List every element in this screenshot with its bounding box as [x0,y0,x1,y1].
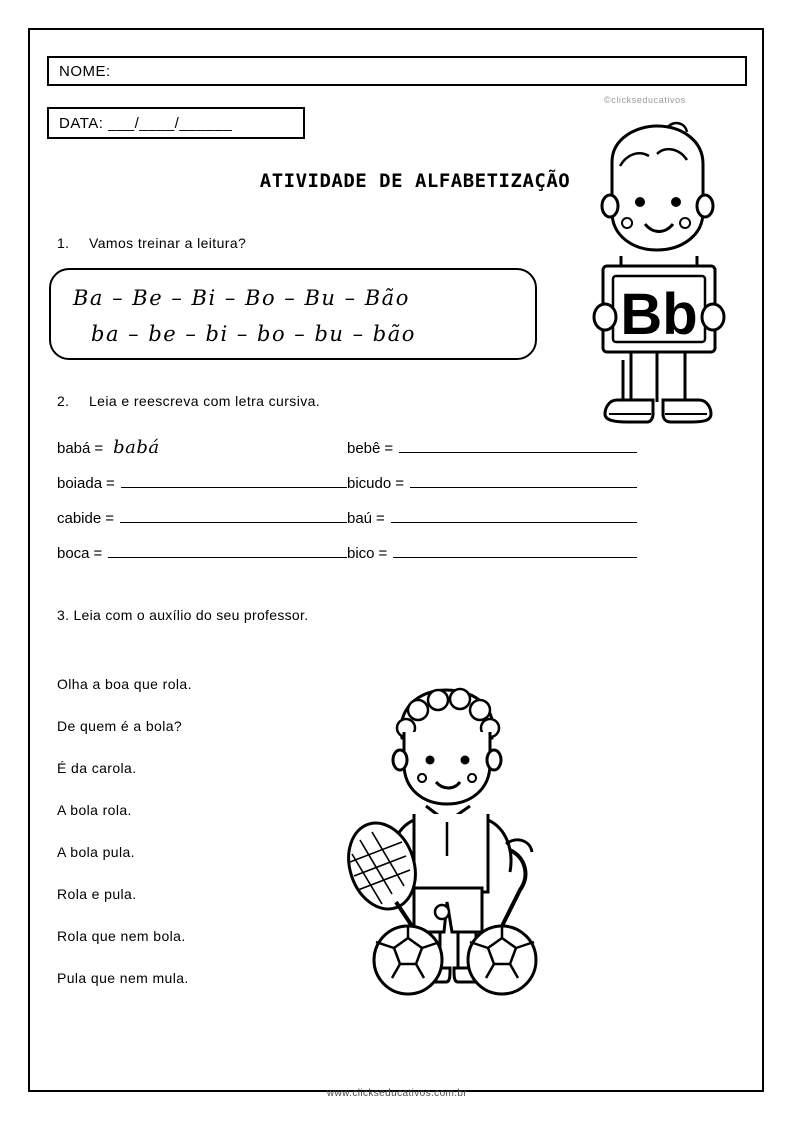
date-field[interactable] [47,107,305,139]
svg-text:Bb: Bb [620,282,698,347]
answer-line[interactable] [391,507,637,523]
word-label: bebê [347,440,381,457]
reading-line: É da carola. [57,760,137,776]
equals-sign: = [94,440,104,457]
word-label: boiada [57,475,103,492]
reading-line: De quem é a bola? [57,718,183,734]
word-label: baú [347,510,373,527]
word-item[interactable] [57,437,347,458]
equals-sign: = [395,475,404,492]
exercise-1-text: Vamos treinar a leitura? [89,235,247,251]
answer-line[interactable] [410,472,637,488]
word-label: bico [347,545,375,562]
footer-url: www.clickseducativos.com.br [326,1088,468,1099]
answer-line[interactable] [393,542,637,558]
name-field[interactable] [47,56,747,86]
date-label: DATA: ___/____/______ [59,114,233,132]
syllable-box [49,268,537,360]
syllables-lowercase: ba – be – bi – bo – bu – bão [91,322,416,346]
equals-sign: = [378,545,388,562]
equals-sign: = [106,475,115,492]
kid-sports-illustration [330,680,580,1000]
word-label: babá [57,440,91,457]
exercise-2-number: 2. [57,393,70,409]
reading-line: Rola e pula. [57,886,137,902]
word-row [57,507,697,542]
exercise-1-number: 1. [57,235,70,251]
exercise-2-text: Leia e reescreva com letra cursiva. [89,393,321,409]
equals-sign: = [376,510,385,527]
word-item[interactable] [347,507,637,527]
watermark-credit: ©clickseducativos [604,95,686,105]
reading-text [57,676,192,1012]
word-label: boca [57,545,90,562]
word-item[interactable] [57,472,347,492]
page-title: ATIVIDADE DE ALFABETIZAÇÃO [259,170,571,192]
equals-sign: = [105,510,114,527]
equals-sign: = [93,545,103,562]
exercise-2-prompt [57,393,320,409]
word-answer: babá [113,437,160,458]
reading-line: A bola pula. [57,844,135,860]
reading-line: Rola que nem bola. [57,928,186,944]
word-label: cabide [57,510,102,527]
word-item[interactable] [57,542,347,562]
word-item[interactable] [347,542,637,562]
word-item[interactable] [57,507,347,527]
exercise-3-prompt: 3. Leia com o auxílio do seu professor. [57,607,309,623]
syllables-uppercase: Ba – Be – Bi – Bo – Bu – Bão [73,286,410,310]
word-row [57,542,697,577]
boy-illustration [565,120,740,440]
word-list [57,437,697,577]
equals-sign: = [384,440,394,457]
word-row [57,437,697,472]
word-item[interactable] [347,472,637,492]
reading-line: Olha a boa que rola. [57,676,192,692]
answer-line[interactable] [121,472,347,488]
exercise-1-prompt [57,235,246,251]
word-label: bicudo [347,475,392,492]
name-label: NOME: [59,62,111,80]
reading-line: Pula que nem mula. [57,970,189,986]
answer-line[interactable] [108,542,347,558]
answer-line[interactable] [120,507,347,523]
reading-line: A bola rola. [57,802,132,818]
word-row [57,472,697,507]
